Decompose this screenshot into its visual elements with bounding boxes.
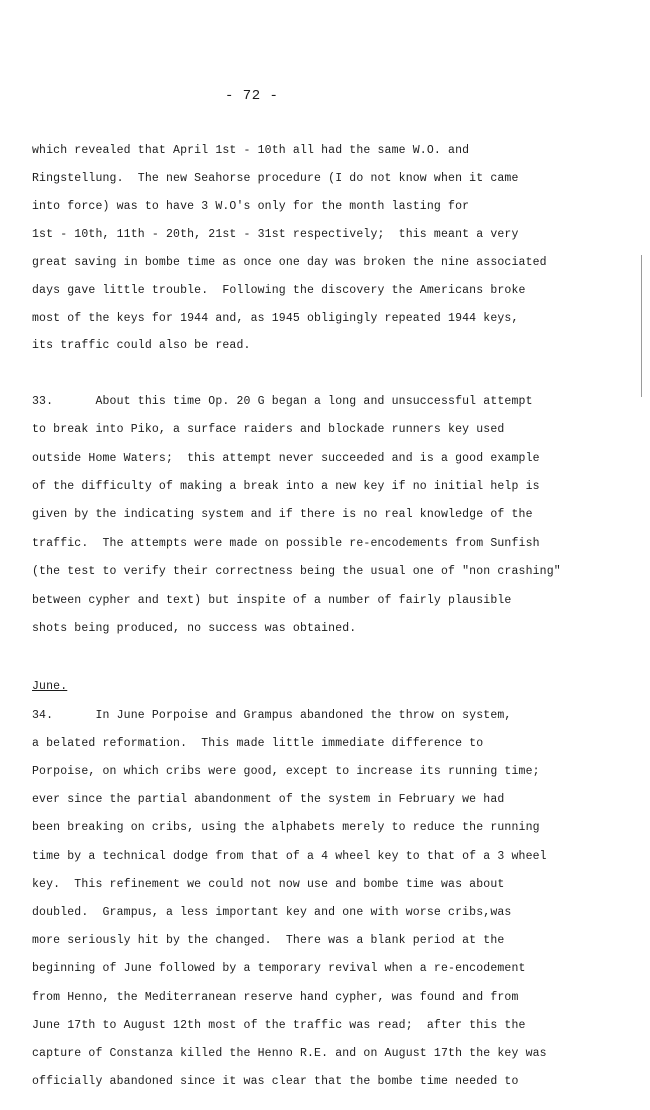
paragraph-34-line: time by a technical dodge from that of a 4 wheel key to that of a 3 wheel — [32, 850, 547, 863]
paragraph-34-line: June 17th to August 12th most of the traffic was read; after this the — [32, 1019, 526, 1032]
page-number: - 72 - — [225, 88, 279, 104]
paragraph-34-line: officially abandoned since it was clear that the bombe time needed to — [32, 1075, 519, 1088]
paragraph-33-line: of the difficulty of making a break into a new key if no initial help is — [32, 480, 540, 493]
paragraph-1-line: into force) was to have 3 W.O's only for the month lasting for — [32, 200, 470, 213]
paragraph-34-line: beginning of June followed by a temporary revival when a re-encodement — [32, 962, 526, 975]
paragraph-33-line: outside Home Waters; this attempt never succeeded and is a good example — [32, 452, 540, 465]
paragraph-34-line: been breaking on cribs, using the alphabets merely to reduce the running — [32, 821, 540, 834]
paragraph-1-line: Ringstellung. The new Seahorse procedure (I do not know when it came — [32, 172, 519, 185]
paragraph-1-line: great saving in bombe time as once one day was broken the nine associated — [32, 256, 547, 269]
paragraph-34-line: from Henno, the Mediterranean reserve hand cypher, was found and from — [32, 991, 519, 1004]
paragraph-34-line: doubled. Grampus, a less important key and one with worse cribs,was — [32, 906, 512, 919]
paragraph-1-line: its traffic could also be read. — [32, 339, 251, 352]
paragraph-1-line: most of the keys for 1944 and, as 1945 obligingly repeated 1944 keys, — [32, 312, 519, 325]
paragraph-33-line: to break into Piko, a surface raiders and blockade runners key used — [32, 423, 505, 436]
paragraph-34-line: a belated reformation. This made little immediate difference to — [32, 737, 484, 750]
paragraph-1-line: days gave little trouble. Following the discovery the Americans broke — [32, 284, 526, 297]
paragraph-33-line: traffic. The attempts were made on possible re-encodements from Sunfish — [32, 537, 540, 550]
paragraph-34-line: 34. In June Porpoise and Grampus abandoned the throw on system, — [32, 709, 512, 722]
paragraph-33-line: between cypher and text) but inspite of a number of fairly plausible — [32, 594, 512, 607]
paragraph-33-line: (the test to verify their correctness being the usual one of "non crashing" — [32, 565, 561, 578]
paragraph-33-line: shots being produced, no success was obtained. — [32, 622, 357, 635]
section-heading: June. — [32, 680, 68, 693]
paragraph-33-line: 33. About this time Op. 20 G began a long and unsuccessful attempt — [32, 395, 533, 408]
paragraph-33-line: given by the indicating system and if there is no real knowledge of the — [32, 508, 533, 521]
scan-margin-line — [641, 255, 642, 397]
paragraph-34-line: Porpoise, on which cribs were good, except to increase its running time; — [32, 765, 540, 778]
paragraph-1-line: which revealed that April 1st - 10th all had the same W.O. and — [32, 144, 470, 157]
paragraph-34-line: ever since the partial abandonment of the system in February we had — [32, 793, 505, 806]
paragraph-34-line: key. This refinement we could not now use and bombe time was about — [32, 878, 505, 891]
paragraph-1-line: 1st - 10th, 11th - 20th, 21st - 31st respectively; this meant a very — [32, 228, 519, 241]
paragraph-34-line: capture of Constanza killed the Henno R.E. and on August 17th the key was — [32, 1047, 547, 1060]
paragraph-34-line: more seriously hit by the changed. There was a blank period at the — [32, 934, 505, 947]
